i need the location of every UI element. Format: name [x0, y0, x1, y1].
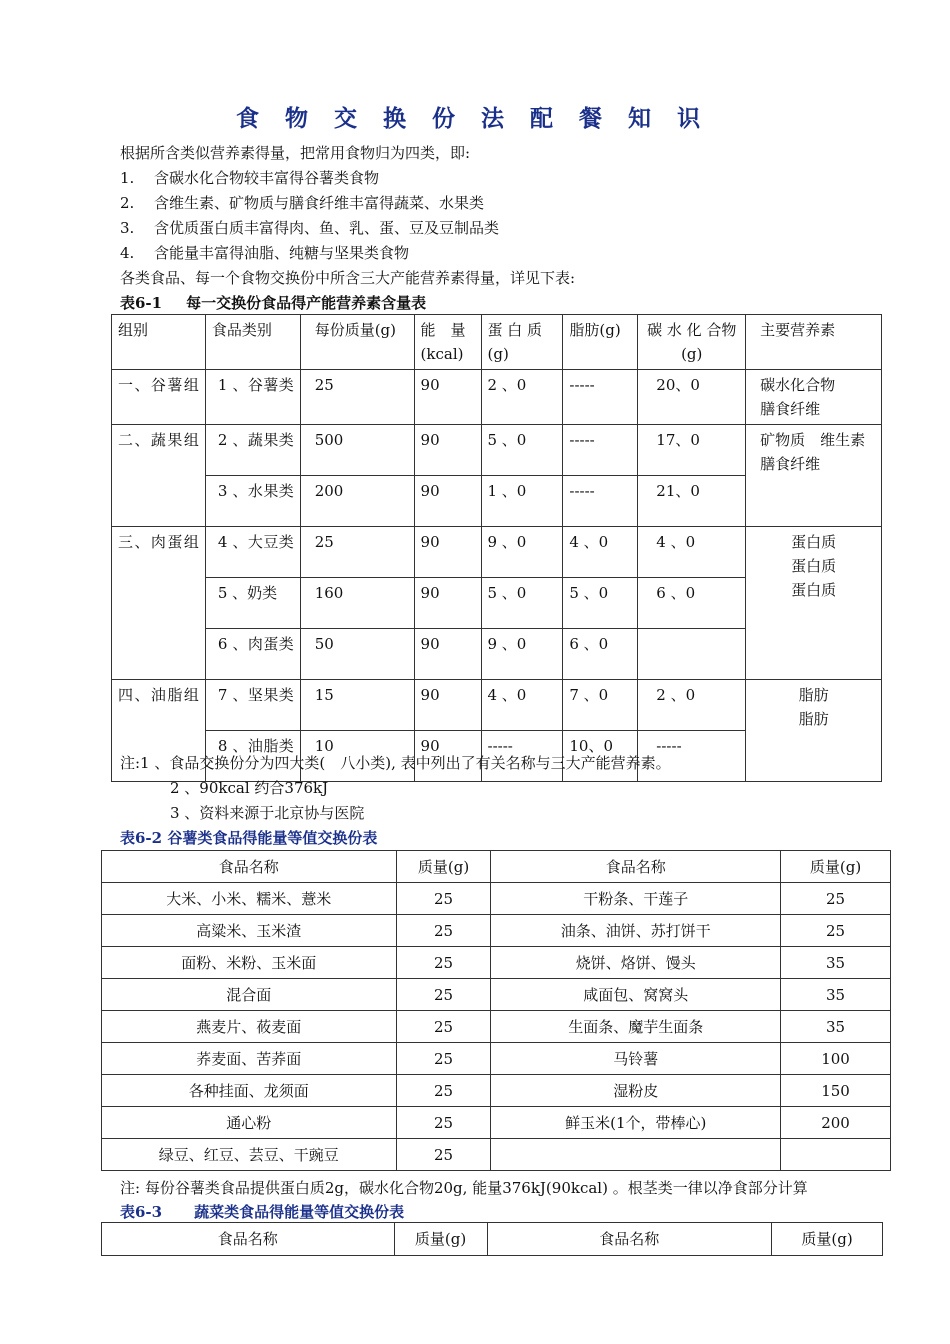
cell-protein: 1 、0 — [481, 476, 563, 527]
group-cell: 四、油脂组 — [112, 680, 206, 782]
cell-mass: 25 — [396, 979, 491, 1011]
cell-mass: 50 — [300, 629, 414, 680]
cell-energy: 90 — [414, 476, 481, 527]
cell-food-name: 燕麦片、莜麦面 — [102, 1011, 397, 1043]
intro2-text: 各类食品、每一个食物交换份中所含三大产能营养素得量，详见下表: — [120, 269, 576, 287]
table-row — [102, 1075, 891, 1107]
cell-category: 4 、大豆类 — [205, 527, 300, 578]
table1-caption: 表6-1 每一交换份食品得产能营养素含量表 — [120, 294, 427, 312]
cell-mass: 500 — [300, 425, 414, 476]
cell-protein: ----- — [481, 731, 563, 782]
table-header-cell: 主要营养素 — [746, 315, 882, 370]
nutrient-cell: 蛋白质 蛋白质 蛋白质 — [746, 527, 882, 680]
cell-fat: 6 、0 — [563, 629, 638, 680]
table-header-cell: 脂肪(g) — [563, 315, 638, 370]
nutrient-cell: 碳水化合物 膳食纤维 — [746, 370, 882, 425]
cell-food-name: 通心粉 — [102, 1107, 397, 1139]
cell-mass: 35 — [781, 947, 891, 979]
cell-mass: 10 — [300, 731, 414, 782]
cell-mass: 25 — [396, 1043, 491, 1075]
table-row — [102, 1011, 891, 1043]
table3 — [101, 1222, 883, 1256]
note-line: 3 、资料来源于北京协与医院 — [170, 804, 365, 822]
cell-mass: 25 — [781, 915, 891, 947]
cell-food-name: 干粉条、干莲子 — [491, 883, 781, 915]
category-item: 4. 含能量丰富得油脂、纯糖与坚果类食物 — [120, 244, 410, 262]
cell-fat: 5 、0 — [563, 578, 638, 629]
table-header-cell: 每份质量(g) — [300, 315, 414, 370]
cell-energy: 90 — [414, 578, 481, 629]
table-row — [102, 915, 891, 947]
cell-mass: 150 — [781, 1075, 891, 1107]
cell-category: 1 、谷薯类 — [205, 370, 300, 425]
category-item: 3. 含优质蛋白质丰富得肉、鱼、乳、蛋、豆及豆制品类 — [120, 219, 500, 237]
table-header-cell: 食品类别 — [205, 315, 300, 370]
cell-category: 2 、蔬果类 — [205, 425, 300, 476]
table2 — [101, 850, 891, 1171]
cell-carb: 6 、0 — [638, 578, 746, 629]
category-item: 2. 含维生素、矿物质与膳食纤维丰富得蔬菜、水果类 — [120, 194, 485, 212]
cell-category: 7 、坚果类 — [205, 680, 300, 731]
cell-protein: 9 、0 — [481, 527, 563, 578]
table-header-row — [102, 1223, 883, 1256]
table-header-row — [102, 851, 891, 883]
table-header-cell: 质量(g) — [396, 851, 491, 883]
table-header-cell: 能 量(kcal) — [414, 315, 481, 370]
table-header-cell: 食品名称 — [491, 851, 781, 883]
table-header-cell: 食品名称 — [487, 1223, 772, 1256]
cell-food-name: 各种挂面、龙须面 — [102, 1075, 397, 1107]
cell-mass: 25 — [396, 1075, 491, 1107]
cell-energy: 90 — [414, 629, 481, 680]
cell-mass: 25 — [396, 1011, 491, 1043]
table-header-cell: 质量(g) — [394, 1223, 487, 1256]
cell-category: 3 、水果类 — [205, 476, 300, 527]
cell-food-name: 高粱米、玉米渣 — [102, 915, 397, 947]
table-row — [112, 425, 882, 476]
cell-carb: 17、0 — [638, 425, 746, 476]
table-row — [102, 979, 891, 1011]
cell-carb: 2 、0 — [638, 680, 746, 731]
cell-energy: 90 — [414, 731, 481, 782]
cell-mass: 25 — [396, 915, 491, 947]
cell-protein: 5 、0 — [481, 578, 563, 629]
cell-fat: 7 、0 — [563, 680, 638, 731]
table2-caption: 表6-2 谷薯类食品得能量等值交换份表 — [120, 829, 378, 847]
table-header-cell: 质量(g) — [781, 851, 891, 883]
cell-food-name: 荞麦面、苦荞面 — [102, 1043, 397, 1075]
table-header-row — [112, 315, 882, 370]
table3-caption: 表6-3 蔬菜类食品得能量等值交换份表 — [120, 1203, 405, 1221]
nutrient-cell: 脂肪 脂肪 — [746, 680, 882, 782]
table-header-cell: 组别 — [112, 315, 206, 370]
cell-carb: ----- — [638, 731, 746, 782]
cell-mass: 25 — [396, 883, 491, 915]
table-row — [102, 947, 891, 979]
table-header-cell: 蛋 白 质(g) — [481, 315, 563, 370]
cell-fat: ----- — [563, 476, 638, 527]
cell-mass — [781, 1139, 891, 1171]
cell-fat: ----- — [563, 370, 638, 425]
cell-category: 6 、肉蛋类 — [205, 629, 300, 680]
cell-mass: 35 — [781, 1011, 891, 1043]
cell-fat: 4 、0 — [563, 527, 638, 578]
cell-mass: 160 — [300, 578, 414, 629]
cell-mass: 25 — [396, 1107, 491, 1139]
group-cell: 二、蔬果组 — [112, 425, 206, 527]
cell-energy: 90 — [414, 680, 481, 731]
cell-carb: 20、0 — [638, 370, 746, 425]
category-item: 1. 含碳水化合物较丰富得谷薯类食物 — [120, 169, 380, 187]
nutrient-cell: 矿物质 维生素 膳食纤维 — [746, 425, 882, 527]
cell-mass: 200 — [781, 1107, 891, 1139]
note-line: 注:1 、食品交换份分为四大类( 八小类), 表中列出了有关名称与三大产能营养素。 — [120, 754, 671, 772]
cell-protein: 9 、0 — [481, 629, 563, 680]
cell-energy: 90 — [414, 425, 481, 476]
table1 — [111, 314, 882, 782]
cell-food-name: 油条、油饼、苏打饼干 — [491, 915, 781, 947]
table-row — [112, 370, 882, 425]
cell-food-name: 湿粉皮 — [491, 1075, 781, 1107]
cell-energy: 90 — [414, 370, 481, 425]
page-title: 食 物 交 换 份 法 配 餐 知 识 — [236, 105, 710, 132]
cell-carb — [638, 629, 746, 680]
cell-carb: 21、0 — [638, 476, 746, 527]
cell-fat: 10、0 — [563, 731, 638, 782]
note2: 注: 每份谷薯类食品提供蛋白质2g，碳水化合物20g, 能量376kJ(90kcal) 。根茎类一律以净食部分计算 — [120, 1179, 808, 1197]
table-header-cell: 食品名称 — [102, 851, 397, 883]
cell-fat: ----- — [563, 425, 638, 476]
cell-category: 8 、油脂类 — [205, 731, 300, 782]
table-row — [102, 1043, 891, 1075]
cell-mass: 25 — [300, 370, 414, 425]
cell-food-name: 咸面包、窝窝头 — [491, 979, 781, 1011]
cell-mass: 15 — [300, 680, 414, 731]
cell-food-name: 绿豆、红豆、芸豆、干豌豆 — [102, 1139, 397, 1171]
table-row — [112, 680, 882, 731]
cell-carb: 4 、0 — [638, 527, 746, 578]
cell-food-name: 马铃薯 — [491, 1043, 781, 1075]
cell-food-name: 混合面 — [102, 979, 397, 1011]
cell-food-name: 烧饼、烙饼、馒头 — [491, 947, 781, 979]
group-cell: 三、肉蛋组 — [112, 527, 206, 680]
cell-mass: 200 — [300, 476, 414, 527]
cell-food-name — [491, 1139, 781, 1171]
cell-food-name: 鲜玉米(1个，带棒心) — [491, 1107, 781, 1139]
table-header-cell: 碳 水 化 合物(g) — [638, 315, 746, 370]
cell-food-name: 面粉、米粉、玉米面 — [102, 947, 397, 979]
cell-protein: 4 、0 — [481, 680, 563, 731]
cell-category: 5 、奶类 — [205, 578, 300, 629]
cell-mass: 35 — [781, 979, 891, 1011]
cell-protein: 5 、0 — [481, 425, 563, 476]
cell-mass: 25 — [396, 1139, 491, 1171]
cell-energy: 90 — [414, 527, 481, 578]
cell-mass: 25 — [396, 947, 491, 979]
group-cell: 一、谷薯组 — [112, 370, 206, 425]
table-row — [102, 1139, 891, 1171]
table-header-cell: 质量(g) — [772, 1223, 883, 1256]
cell-mass: 25 — [781, 883, 891, 915]
table-row — [102, 1107, 891, 1139]
cell-mass: 25 — [300, 527, 414, 578]
cell-food-name: 大米、小米、糯米、薏米 — [102, 883, 397, 915]
cell-mass: 100 — [781, 1043, 891, 1075]
cell-food-name: 生面条、魔芋生面条 — [491, 1011, 781, 1043]
intro-text: 根据所含类似营养素得量，把常用食物归为四类，即: — [120, 144, 471, 162]
note-line: 2 、90kcal 约合376kJ — [170, 779, 329, 797]
table-row — [102, 883, 891, 915]
cell-protein: 2 、0 — [481, 370, 563, 425]
table-row — [112, 527, 882, 578]
table-header-cell: 食品名称 — [102, 1223, 395, 1256]
